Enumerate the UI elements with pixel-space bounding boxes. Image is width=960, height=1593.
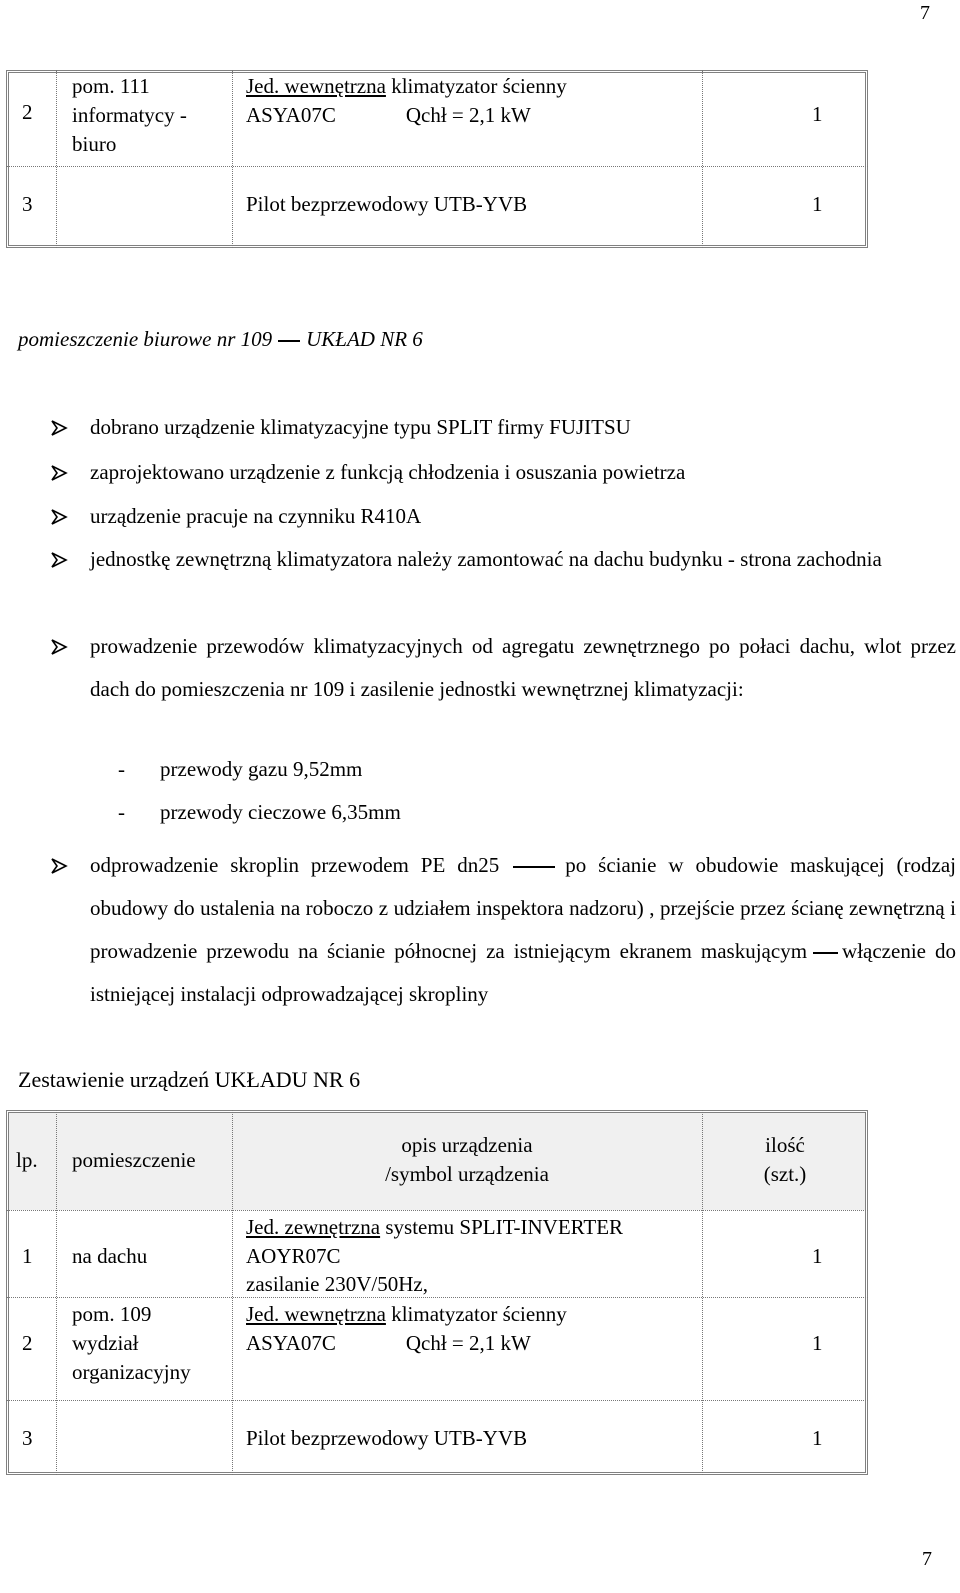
table1-row2-room: pom. 111 informatycy - biuro [72, 74, 187, 156]
arrow-bullet-icon [50, 419, 70, 437]
table2-row1-desc: Jed. zewnętrzna systemu SPLIT-INVERTER AOYR07C zasilanie 230V/50Hz, [246, 1215, 624, 1296]
section-title: pomieszczenie biurowe nr 109 UKŁAD NR 6 [18, 327, 423, 351]
header-lp: lp. [16, 1148, 38, 1172]
sub-item: - przewody cieczowe 6,35mm [118, 800, 401, 824]
table2-row3-qty: 1 [812, 1426, 823, 1450]
arrow-bullet-icon [50, 857, 70, 875]
arrow-bullet-icon [50, 464, 70, 482]
table2-row3-desc: Pilot bezprzewodowy UTB-YVB [246, 1426, 528, 1450]
header-description: opis urządzenia /symbol urządzenia [385, 1133, 549, 1186]
bullet-item: urządzenie pracuje na czynniku R410A [90, 504, 422, 528]
table1-row3-lp: 3 [22, 192, 33, 216]
table1-row3-qty: 1 [812, 192, 823, 216]
arrow-bullet-icon [50, 551, 70, 569]
table2-row1-lp: 1 [22, 1244, 33, 1268]
arrow-bullet-icon [50, 508, 70, 526]
table2-row1-room: na dachu [72, 1244, 148, 1268]
table2-row2-qty: 1 [812, 1331, 823, 1355]
table1-row2-lp: 2 [22, 100, 33, 124]
bullet-item: prowadzenie przewodów klimatyzacyjnych od agregatu zewnętrznego po połaci dachu, wlot przez dach do pomieszczenia nr 109 i zasilenie jednostki wewnętrznej klimatyzacji: [90, 634, 956, 701]
table1-row2-desc: Jed. wewnętrzna klimatyzator ścienny ASYA07C Qchł = 2,1 kW [246, 74, 567, 127]
page-number-top: 7 [920, 2, 930, 24]
bullet-item: zaprojektowano urządzenie z funkcją chłodzenia i osuszania powietrza [90, 460, 686, 484]
header-quantity: ilość (szt.) [763, 1133, 807, 1186]
table2-row2-lp: 2 [22, 1331, 33, 1355]
bullet-item: dobrano urządzenie klimatyzacyjne typu SPLIT firmy FUJITSU [90, 415, 631, 439]
table1-row2-qty: 1 [812, 102, 823, 126]
table2-row2-room: pom. 109 wydział organizacyjny [72, 1302, 191, 1384]
sub-item: - przewody gazu 9,52mm [118, 757, 363, 781]
header-room: pomieszczenie [72, 1148, 196, 1172]
page-number-bottom: 7 [922, 1548, 932, 1570]
table2-row2-desc: Jed. wewnętrzna klimatyzator ścienny ASYA07C Qchł = 2,1 kW [246, 1302, 567, 1355]
arrow-bullet-icon [50, 638, 70, 656]
table2-row1-qty: 1 [812, 1244, 823, 1268]
bullet-item: odprowadzenie skroplin przewodem PE dn25 po ścianie w obudowie maskującej (rodzaj obudowy do ustalenia na roboczo z udziałem inspektora nadzoru) , przejście przez ścianę zewnętrzną i prowadzenie przewodu na ścianie północnej za istniejącym ekranem maskującym włączenie do istniejącej instalacji odprowadzającej skropliny [90, 853, 957, 1006]
table1-row3-desc: Pilot bezprzewodowy UTB-YVB [246, 192, 528, 216]
equipment-list-heading: Zestawienie urządzeń UKŁADU NR 6 [18, 1067, 361, 1092]
table2-row3-lp: 3 [22, 1426, 33, 1450]
bullet-item: jednostkę zewnętrzną klimatyzatora należy zamontować na dachu budynku - strona zachodnia [90, 547, 882, 571]
